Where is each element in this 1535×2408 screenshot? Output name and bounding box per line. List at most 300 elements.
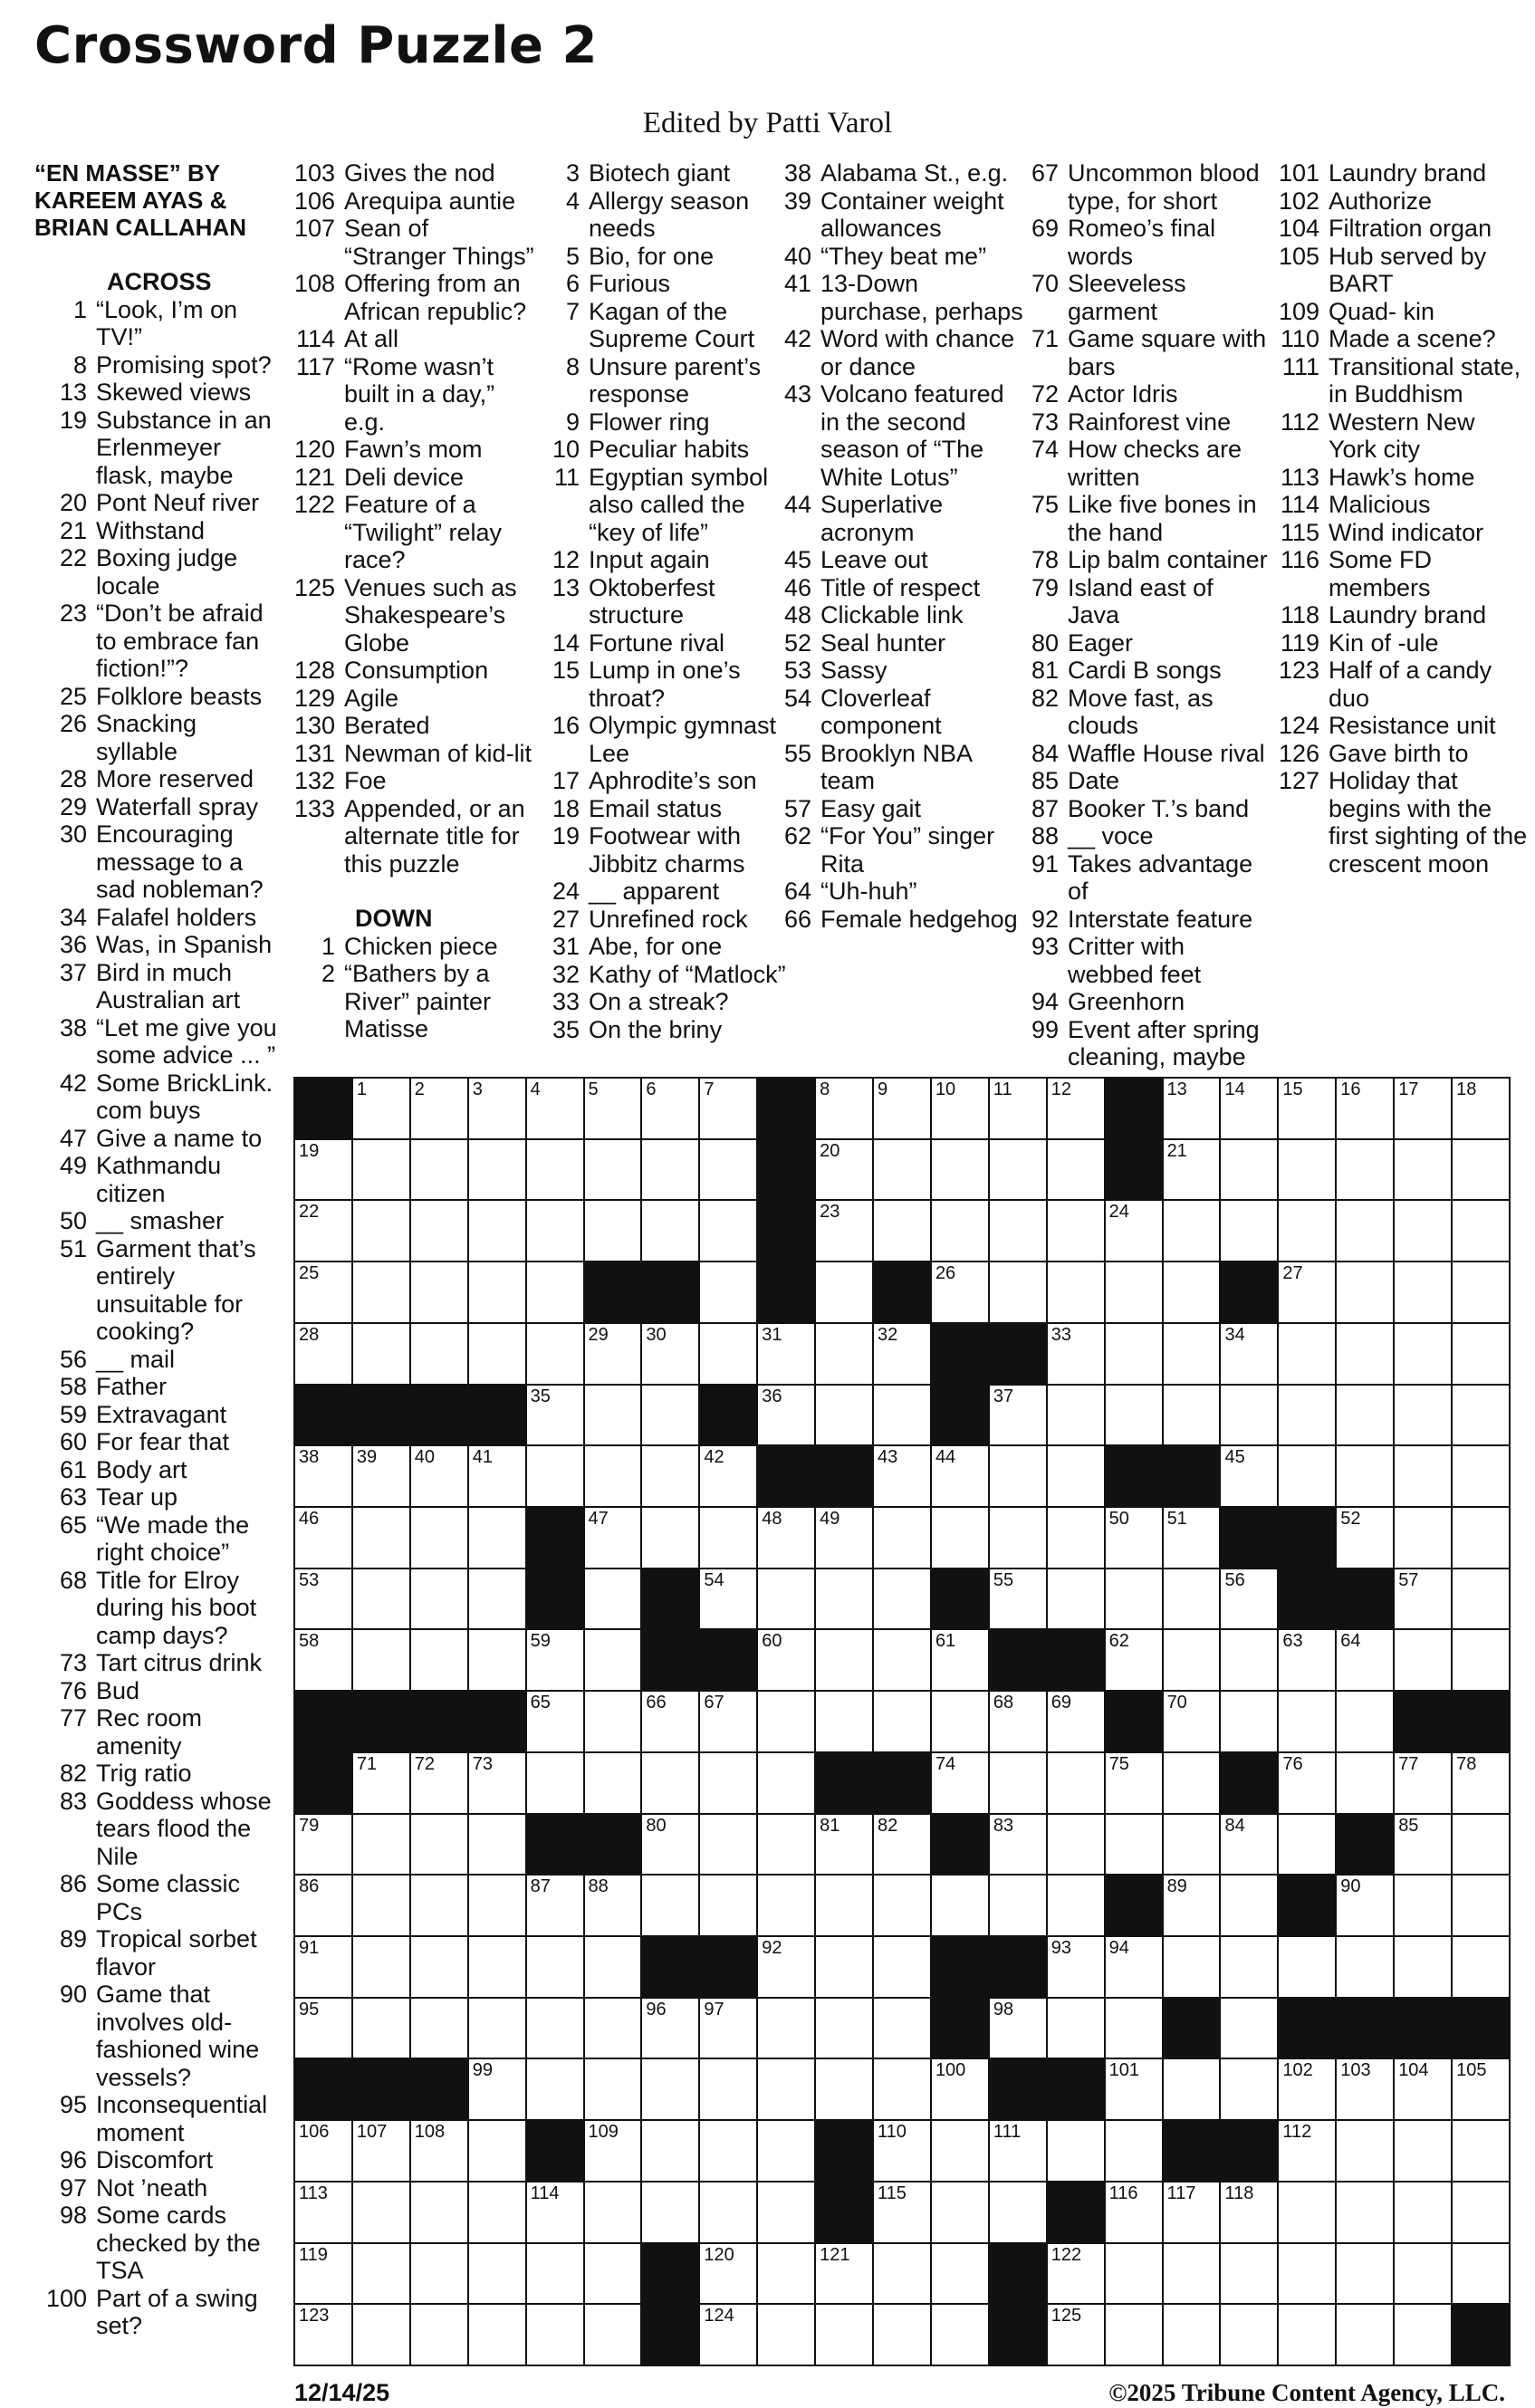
grid-cell[interactable] — [409, 1138, 469, 1202]
grid-cell[interactable] — [872, 1199, 932, 1262]
grid-cell[interactable] — [351, 1138, 411, 1202]
grid-cell[interactable] — [1162, 1628, 1222, 1692]
grid-cell[interactable] — [988, 1077, 1048, 1140]
grid-cell[interactable] — [1451, 1261, 1511, 1324]
grid-cell[interactable] — [351, 1077, 411, 1140]
grid-cell[interactable] — [1046, 1138, 1106, 1202]
grid-cell[interactable] — [1046, 1077, 1106, 1140]
grid-cell[interactable] — [1277, 1261, 1337, 1324]
grid-cell[interactable] — [640, 2058, 700, 2121]
grid-cell[interactable] — [525, 1261, 585, 1324]
grid-cell[interactable] — [872, 1322, 932, 1386]
grid-cell[interactable] — [467, 1444, 527, 1508]
grid-cell[interactable] — [1162, 2242, 1222, 2306]
grid-cell[interactable] — [640, 1506, 700, 1569]
grid-cell[interactable] — [640, 1077, 700, 1140]
grid-cell[interactable] — [351, 1813, 411, 1876]
grid-cell[interactable] — [467, 1997, 527, 2060]
grid-cell[interactable] — [698, 1261, 758, 1324]
grid-cell[interactable] — [1393, 1874, 1453, 1937]
grid-cell[interactable] — [1219, 1568, 1279, 1631]
grid-cell[interactable] — [293, 1813, 353, 1876]
grid-cell[interactable] — [525, 2303, 585, 2366]
grid-cell[interactable] — [930, 2242, 990, 2306]
grid-cell[interactable] — [814, 1813, 874, 1876]
grid-cell[interactable] — [814, 1384, 874, 1447]
grid-cell[interactable] — [756, 2303, 816, 2366]
grid-cell[interactable] — [1219, 1322, 1279, 1386]
grid-cell[interactable] — [1277, 2303, 1337, 2366]
grid-cell[interactable] — [1335, 1935, 1395, 1999]
grid-cell[interactable] — [467, 2181, 527, 2244]
grid-cell[interactable] — [1277, 2119, 1337, 2183]
grid-cell[interactable] — [525, 1322, 585, 1386]
grid-cell[interactable] — [351, 1322, 411, 1386]
grid-cell[interactable] — [293, 1506, 353, 1569]
grid-cell[interactable] — [467, 1077, 527, 1140]
grid-cell[interactable] — [872, 2119, 932, 2183]
grid-cell[interactable] — [525, 1138, 585, 1202]
grid-cell[interactable] — [293, 1199, 353, 1262]
grid-cell[interactable] — [1046, 1261, 1106, 1324]
grid-cell[interactable] — [756, 1935, 816, 1999]
grid-cell[interactable] — [1451, 1444, 1511, 1508]
grid-cell[interactable] — [351, 1199, 411, 1262]
grid-cell[interactable] — [1335, 2119, 1395, 2183]
grid-cell[interactable] — [1219, 1874, 1279, 1937]
grid-cell[interactable] — [930, 1199, 990, 1262]
grid-cell[interactable] — [1277, 1384, 1337, 1447]
grid-cell[interactable] — [1219, 1997, 1279, 2060]
grid-cell[interactable] — [1335, 1138, 1395, 1202]
grid-cell[interactable] — [293, 2242, 353, 2306]
grid-cell[interactable] — [1393, 2242, 1453, 2306]
grid-cell[interactable] — [698, 2119, 758, 2183]
grid-cell[interactable] — [698, 2181, 758, 2244]
grid-cell[interactable] — [640, 1813, 700, 1876]
grid-cell[interactable] — [293, 2181, 353, 2244]
grid-cell[interactable] — [583, 1506, 643, 1569]
grid-cell[interactable] — [1277, 1628, 1337, 1692]
grid-cell[interactable] — [814, 1935, 874, 1999]
grid-cell[interactable] — [583, 2303, 643, 2366]
grid-cell[interactable] — [1162, 2181, 1222, 2244]
grid-cell[interactable] — [988, 1444, 1048, 1508]
grid-cell[interactable] — [1277, 2181, 1337, 2244]
grid-cell[interactable] — [1277, 1077, 1337, 1140]
grid-cell[interactable] — [583, 2058, 643, 2121]
grid-cell[interactable] — [1219, 1935, 1279, 1999]
grid-cell[interactable] — [525, 1690, 585, 1753]
grid-cell[interactable] — [351, 2181, 411, 2244]
grid-cell[interactable] — [640, 2181, 700, 2244]
grid-cell[interactable] — [525, 1997, 585, 2060]
grid-cell[interactable] — [1104, 2119, 1164, 2183]
grid-cell[interactable] — [1046, 1384, 1106, 1447]
grid-cell[interactable] — [814, 1077, 874, 1140]
grid-cell[interactable] — [698, 1568, 758, 1631]
grid-cell[interactable] — [409, 2303, 469, 2366]
grid-cell[interactable] — [1451, 1077, 1511, 1140]
grid-cell[interactable] — [467, 2058, 527, 2121]
grid-cell[interactable] — [467, 1138, 527, 1202]
grid-cell[interactable] — [1277, 1322, 1337, 1386]
grid-cell[interactable] — [1162, 1813, 1222, 1876]
grid-cell[interactable] — [640, 1444, 700, 1508]
grid-cell[interactable] — [409, 1813, 469, 1876]
grid-cell[interactable] — [467, 1628, 527, 1692]
grid-cell[interactable] — [1162, 2058, 1222, 2121]
grid-cell[interactable] — [293, 2119, 353, 2183]
grid-cell[interactable] — [872, 1568, 932, 1631]
grid-cell[interactable] — [1219, 1690, 1279, 1753]
grid-cell[interactable] — [583, 1138, 643, 1202]
grid-cell[interactable] — [525, 1874, 585, 1937]
grid-cell[interactable] — [1335, 1322, 1395, 1386]
grid-cell[interactable] — [1451, 1628, 1511, 1692]
grid-cell[interactable] — [872, 1874, 932, 1937]
grid-cell[interactable] — [988, 2119, 1048, 2183]
grid-cell[interactable] — [1451, 2242, 1511, 2306]
grid-cell[interactable] — [351, 1444, 411, 1508]
grid-cell[interactable] — [1046, 1568, 1106, 1631]
grid-cell[interactable] — [930, 1690, 990, 1753]
grid-cell[interactable] — [1393, 1384, 1453, 1447]
grid-cell[interactable] — [640, 1751, 700, 1815]
grid-cell[interactable] — [1451, 1138, 1511, 1202]
grid-cell[interactable] — [293, 1261, 353, 1324]
grid-cell[interactable] — [814, 2242, 874, 2306]
grid-cell[interactable] — [1451, 1874, 1511, 1937]
grid-cell[interactable] — [409, 1506, 469, 1569]
grid-cell[interactable] — [409, 2242, 469, 2306]
grid-cell[interactable] — [1104, 1199, 1164, 1262]
grid-cell[interactable] — [467, 1506, 527, 1569]
grid-cell[interactable] — [1335, 1199, 1395, 1262]
grid-cell[interactable] — [756, 1384, 816, 1447]
grid-cell[interactable] — [756, 2119, 816, 2183]
grid-cell[interactable] — [1335, 1628, 1395, 1692]
grid-cell[interactable] — [640, 1199, 700, 1262]
grid-cell[interactable] — [1219, 1138, 1279, 1202]
grid-cell[interactable] — [988, 1997, 1048, 2060]
grid-cell[interactable] — [1104, 1628, 1164, 1692]
grid-cell[interactable] — [1451, 1813, 1511, 1876]
grid-cell[interactable] — [814, 1568, 874, 1631]
grid-cell[interactable] — [1335, 2242, 1395, 2306]
grid-cell[interactable] — [1335, 2303, 1395, 2366]
grid-cell[interactable] — [814, 2303, 874, 2366]
grid-cell[interactable] — [1046, 1997, 1106, 2060]
grid-cell[interactable] — [525, 2181, 585, 2244]
grid-cell[interactable] — [467, 1751, 527, 1815]
grid-cell[interactable] — [756, 1813, 816, 1876]
grid-cell[interactable] — [1219, 2303, 1279, 2366]
grid-cell[interactable] — [583, 2119, 643, 2183]
grid-cell[interactable] — [351, 1935, 411, 1999]
grid-cell[interactable] — [1335, 1751, 1395, 1815]
grid-cell[interactable] — [351, 1568, 411, 1631]
grid-cell[interactable] — [525, 1935, 585, 1999]
grid-cell[interactable] — [1219, 1813, 1279, 1876]
grid-cell[interactable] — [293, 1568, 353, 1631]
grid-cell[interactable] — [293, 1138, 353, 1202]
grid-cell[interactable] — [351, 2242, 411, 2306]
grid-cell[interactable] — [1046, 1813, 1106, 1876]
grid-cell[interactable] — [293, 1444, 353, 1508]
grid-cell[interactable] — [1219, 1199, 1279, 1262]
grid-cell[interactable] — [525, 1751, 585, 1815]
grid-cell[interactable] — [814, 1997, 874, 2060]
grid-cell[interactable] — [583, 1568, 643, 1631]
grid-cell[interactable] — [351, 1506, 411, 1569]
grid-cell[interactable] — [1393, 1628, 1453, 1692]
grid-cell[interactable] — [1162, 1935, 1222, 1999]
grid-cell[interactable] — [409, 2119, 469, 2183]
grid-cell[interactable] — [1219, 1444, 1279, 1508]
grid-cell[interactable] — [814, 1628, 874, 1692]
grid-cell[interactable] — [1277, 1138, 1337, 1202]
grid-cell[interactable] — [1046, 1322, 1106, 1386]
grid-cell[interactable] — [1277, 2242, 1337, 2306]
grid-cell[interactable] — [1104, 1506, 1164, 1569]
grid-cell[interactable] — [351, 1628, 411, 1692]
grid-cell[interactable] — [1335, 1261, 1395, 1324]
grid-cell[interactable] — [351, 2303, 411, 2366]
grid-cell[interactable] — [1104, 2181, 1164, 2244]
grid-cell[interactable] — [1451, 1935, 1511, 1999]
grid-cell[interactable] — [1104, 1997, 1164, 2060]
grid-cell[interactable] — [1393, 1506, 1453, 1569]
grid-cell[interactable] — [583, 1690, 643, 1753]
grid-cell[interactable] — [1104, 1813, 1164, 1876]
grid-cell[interactable] — [409, 1935, 469, 1999]
grid-cell[interactable] — [756, 1690, 816, 1753]
grid-cell[interactable] — [1393, 1444, 1453, 1508]
grid-cell[interactable] — [293, 1322, 353, 1386]
grid-cell[interactable] — [1277, 1690, 1337, 1753]
grid-cell[interactable] — [698, 1751, 758, 1815]
grid-cell[interactable] — [409, 1568, 469, 1631]
grid-cell[interactable] — [930, 2303, 990, 2366]
grid-cell[interactable] — [293, 1935, 353, 1999]
grid-cell[interactable] — [640, 2119, 700, 2183]
grid-cell[interactable] — [525, 2242, 585, 2306]
grid-cell[interactable] — [409, 1874, 469, 1937]
grid-cell[interactable] — [467, 1261, 527, 1324]
grid-cell[interactable] — [988, 1568, 1048, 1631]
grid-cell[interactable] — [930, 1138, 990, 1202]
grid-cell[interactable] — [1393, 1568, 1453, 1631]
grid-cell[interactable] — [583, 1199, 643, 1262]
grid-cell[interactable] — [988, 1751, 1048, 1815]
grid-cell[interactable] — [814, 1506, 874, 1569]
grid-cell[interactable] — [930, 2058, 990, 2121]
grid-cell[interactable] — [1046, 1444, 1106, 1508]
grid-cell[interactable] — [1162, 1506, 1222, 1569]
grid-cell[interactable] — [698, 2242, 758, 2306]
grid-cell[interactable] — [1162, 1384, 1222, 1447]
grid-cell[interactable] — [1046, 1874, 1106, 1937]
grid-cell[interactable] — [467, 1813, 527, 1876]
grid-cell[interactable] — [930, 1628, 990, 1692]
grid-cell[interactable] — [1046, 2303, 1106, 2366]
grid-cell[interactable] — [1046, 1506, 1106, 1569]
grid-cell[interactable] — [1277, 1199, 1337, 1262]
grid-cell[interactable] — [814, 1199, 874, 1262]
grid-cell[interactable] — [1393, 2058, 1453, 2121]
grid-cell[interactable] — [1162, 1690, 1222, 1753]
grid-cell[interactable] — [583, 1444, 643, 1508]
grid-cell[interactable] — [988, 1874, 1048, 1937]
grid-cell[interactable] — [1335, 1077, 1395, 1140]
grid-cell[interactable] — [1104, 2058, 1164, 2121]
grid-cell[interactable] — [756, 1751, 816, 1815]
grid-cell[interactable] — [814, 1138, 874, 1202]
grid-cell[interactable] — [293, 2303, 353, 2366]
grid-cell[interactable] — [1162, 1077, 1222, 1140]
grid-cell[interactable] — [756, 1322, 816, 1386]
grid-cell[interactable] — [756, 2242, 816, 2306]
grid-cell[interactable] — [525, 1077, 585, 1140]
grid-cell[interactable] — [293, 1997, 353, 2060]
grid-cell[interactable] — [930, 1077, 990, 1140]
grid-cell[interactable] — [583, 1077, 643, 1140]
grid-cell[interactable] — [1335, 1874, 1395, 1937]
grid-cell[interactable] — [1451, 2181, 1511, 2244]
grid-cell[interactable] — [698, 1813, 758, 1876]
grid-cell[interactable] — [1104, 1261, 1164, 1324]
grid-cell[interactable] — [409, 1077, 469, 1140]
grid-cell[interactable] — [640, 1997, 700, 2060]
grid-cell[interactable] — [930, 1751, 990, 1815]
grid-cell[interactable] — [583, 1322, 643, 1386]
grid-cell[interactable] — [1162, 1874, 1222, 1937]
grid-cell[interactable] — [988, 1138, 1048, 1202]
grid-cell[interactable] — [814, 1322, 874, 1386]
grid-cell[interactable] — [467, 1874, 527, 1937]
grid-cell[interactable] — [698, 1690, 758, 1753]
grid-cell[interactable] — [698, 1138, 758, 1202]
grid-cell[interactable] — [409, 1261, 469, 1324]
grid-cell[interactable] — [583, 1384, 643, 1447]
grid-cell[interactable] — [293, 1874, 353, 1937]
grid-cell[interactable] — [872, 1077, 932, 1140]
grid-cell[interactable] — [1393, 1935, 1453, 1999]
grid-cell[interactable] — [1451, 1384, 1511, 1447]
grid-cell[interactable] — [351, 1997, 411, 2060]
grid-cell[interactable] — [1277, 1813, 1337, 1876]
grid-cell[interactable] — [1335, 2181, 1395, 2244]
grid-cell[interactable] — [1219, 1384, 1279, 1447]
grid-cell[interactable] — [467, 1568, 527, 1631]
grid-cell[interactable] — [814, 1261, 874, 1324]
grid-cell[interactable] — [756, 2181, 816, 2244]
grid-cell[interactable] — [525, 1444, 585, 1508]
grid-cell[interactable] — [525, 1384, 585, 1447]
grid-cell[interactable] — [872, 1997, 932, 2060]
grid-cell[interactable] — [1104, 1568, 1164, 1631]
grid-cell[interactable] — [409, 2181, 469, 2244]
grid-cell[interactable] — [872, 1384, 932, 1447]
grid-cell[interactable] — [988, 1506, 1048, 1569]
grid-cell[interactable] — [756, 1628, 816, 1692]
grid-cell[interactable] — [1393, 1322, 1453, 1386]
grid-cell[interactable] — [1335, 1506, 1395, 1569]
grid-cell[interactable] — [698, 1506, 758, 1569]
grid-cell[interactable] — [409, 1322, 469, 1386]
grid-cell[interactable] — [409, 1751, 469, 1815]
grid-cell[interactable] — [1335, 2058, 1395, 2121]
grid-cell[interactable] — [467, 2119, 527, 2183]
grid-cell[interactable] — [351, 1751, 411, 1815]
grid-cell[interactable] — [872, 1935, 932, 1999]
grid-cell[interactable] — [814, 1690, 874, 1753]
grid-cell[interactable] — [467, 1322, 527, 1386]
grid-cell[interactable] — [1451, 1322, 1511, 1386]
grid-cell[interactable] — [988, 1690, 1048, 1753]
grid-cell[interactable] — [1451, 1751, 1511, 1815]
grid-cell[interactable] — [640, 1322, 700, 1386]
grid-cell[interactable] — [1277, 1444, 1337, 1508]
grid-cell[interactable] — [872, 2242, 932, 2306]
grid-cell[interactable] — [872, 1138, 932, 1202]
grid-cell[interactable] — [1104, 1935, 1164, 1999]
grid-cell[interactable] — [640, 1384, 700, 1447]
grid-cell[interactable] — [872, 2058, 932, 2121]
grid-cell[interactable] — [1393, 1813, 1453, 1876]
grid-cell[interactable] — [583, 1751, 643, 1815]
grid-cell[interactable] — [1104, 1384, 1164, 1447]
grid-cell[interactable] — [1219, 1628, 1279, 1692]
grid-cell[interactable] — [1451, 2058, 1511, 2121]
grid-cell[interactable] — [583, 1935, 643, 1999]
grid-cell[interactable] — [1046, 1690, 1106, 1753]
grid-cell[interactable] — [1277, 1751, 1337, 1815]
grid-cell[interactable] — [640, 1690, 700, 1753]
grid-cell[interactable] — [351, 1874, 411, 1937]
grid-cell[interactable] — [1104, 1751, 1164, 1815]
grid-cell[interactable] — [1104, 2242, 1164, 2306]
grid-cell[interactable] — [988, 1199, 1048, 1262]
grid-cell[interactable] — [930, 2119, 990, 2183]
grid-cell[interactable] — [1162, 1751, 1222, 1815]
grid-cell[interactable] — [756, 1997, 816, 2060]
grid-cell[interactable] — [698, 1322, 758, 1386]
grid-cell[interactable] — [640, 1874, 700, 1937]
grid-cell[interactable] — [1104, 1322, 1164, 1386]
grid-cell[interactable] — [525, 2058, 585, 2121]
grid-cell[interactable] — [756, 1506, 816, 1569]
grid-cell[interactable] — [1046, 2242, 1106, 2306]
grid-cell[interactable] — [1393, 2119, 1453, 2183]
grid-cell[interactable] — [930, 2181, 990, 2244]
grid-cell[interactable] — [409, 1199, 469, 1262]
grid-cell[interactable] — [1335, 1384, 1395, 1447]
grid-cell[interactable] — [409, 1628, 469, 1692]
grid-cell[interactable] — [1162, 1199, 1222, 1262]
grid-cell[interactable] — [583, 2181, 643, 2244]
grid-cell[interactable] — [1046, 1751, 1106, 1815]
grid-cell[interactable] — [1162, 1138, 1222, 1202]
grid-cell[interactable] — [698, 1199, 758, 1262]
grid-cell[interactable] — [756, 1874, 816, 1937]
grid-cell[interactable] — [351, 2119, 411, 2183]
grid-cell[interactable] — [1277, 1935, 1337, 1999]
grid-cell[interactable] — [698, 1997, 758, 2060]
grid-cell[interactable] — [1393, 1751, 1453, 1815]
grid-cell[interactable] — [1393, 2303, 1453, 2366]
